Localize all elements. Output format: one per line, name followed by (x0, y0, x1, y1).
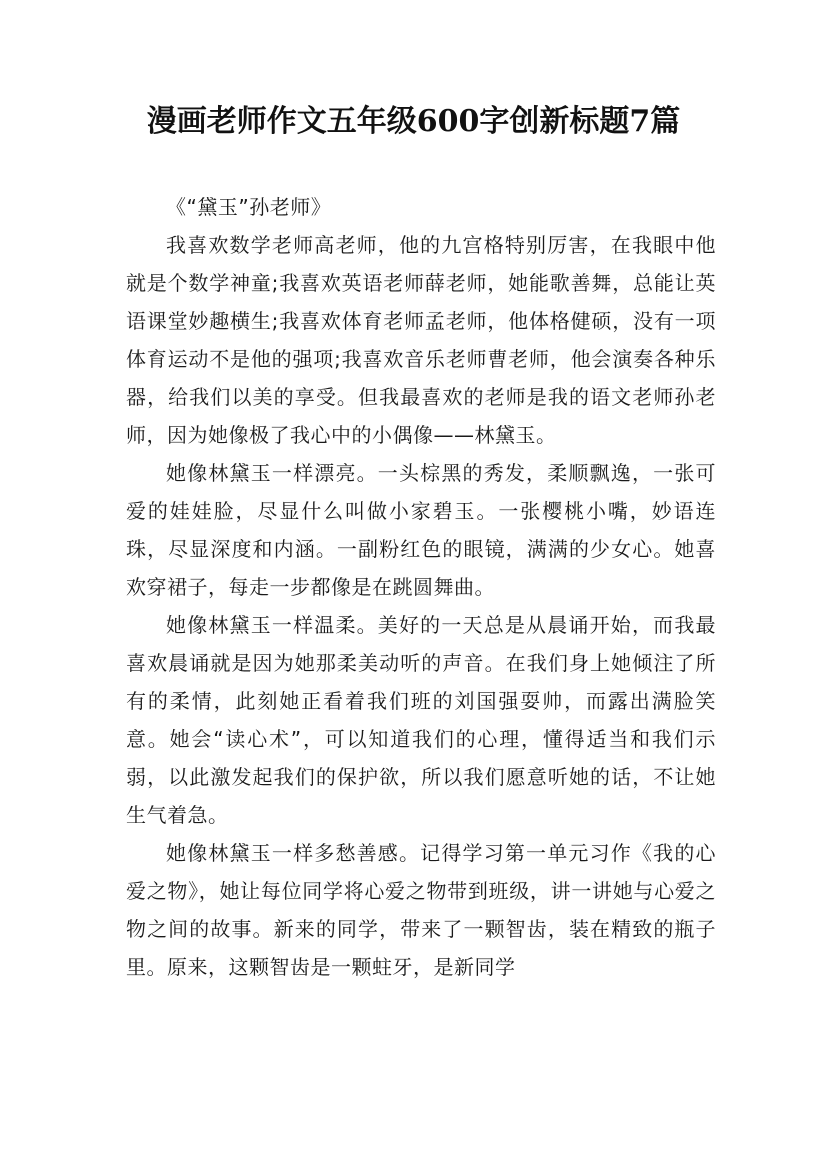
paragraph: 她像林黛玉一样温柔。美好的一天总是从晨诵开始，而我最喜欢晨诵就是因为她那柔美动听的声音。在我们身上她倾注了所有的柔情，此刻她正看着我们班的刘国强耍帅，而露出满脸笑意。她会“读心术”，可以知道我们的心理，懂得适当和我们示弱，以此激发起我们的保护欲，所以我们愿意听她的话，不让她生气着急。 (126, 613, 716, 827)
document-title: 漫画老师作文五年级600字创新标题7篇 (146, 104, 681, 139)
paragraph: 她像林黛玉一样多愁善感。记得学习第一单元习作《我的心爱之物》，她让每位同学将心爱之物带到班级，讲一讲她与心爱之物之间的故事。新来的同学，带来了一颗智齿，装在精致的瓶子里。原来，这颗智齿是一颗蛀牙，是新同学 (126, 841, 716, 979)
essay-subtitle: 《“黛玉”孙老师》 (166, 195, 332, 219)
essay-body (126, 188, 716, 986)
paragraph: 她像林黛玉一样漂亮。一头棕黑的秀发，柔顺飘逸，一张可爱的娃娃脸，尽显什么叫做小家碧玉。一张樱桃小嘴，妙语连珠，尽显深度和内涵。一副粉红色的眼镜，满满的少女心。她喜欢穿裙子，每走一步都像是在跳圆舞曲。 (126, 461, 716, 599)
paragraph: 我喜欢数学老师高老师，他的九宫格特别厉害，在我眼中他就是个数学神童;我喜欢英语老师薛老师，她能歌善舞，总能让英语课堂妙趣横生;我喜欢体育老师孟老师，他体格健硕，没有一项体育运动不是他的强项;我喜欢音乐老师曹老师，他会演奏各种乐器，给我们以美的享受。但我最喜欢的老师是我的语文老师孙老师，因为她像极了我心中的小偶像——林黛玉。 (126, 233, 716, 447)
